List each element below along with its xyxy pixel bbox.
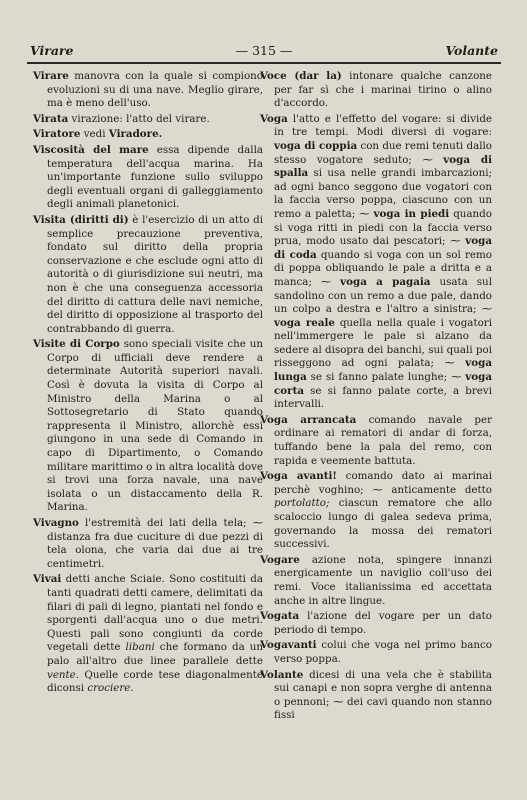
entry-headword: Visita (diritti di) (33, 213, 129, 226)
entry-text: con due remi tenuti dallo stesso vogatore seduto; ⁓ (274, 139, 493, 166)
entry-headword: Volante (260, 668, 304, 681)
entry-text: virazione: l'atto del virare. (68, 112, 210, 125)
entry-italic-term: portolatto; (274, 497, 330, 510)
entry-headword: Viratore (33, 128, 81, 141)
entry-text: ciascun rematore che allo scaloccio lungo di galea sedeva prima, governando la mossa dei rematori successivi. (274, 497, 492, 551)
dictionary-entry (33, 573, 263, 695)
entry-headword: Virare (33, 70, 69, 82)
entry-headword: Voga avanti! (260, 470, 337, 483)
entry-text: azione nota, spingere innanzi energicamente un naviglio coll'uso dei remi. Voce italianissima ed accettata anche in altre lingue. (274, 553, 492, 607)
entry-text: è l'esercizio di un atto di semplice precauzione preventiva, fondato sul diritto della propria conservazione e che esclude ogni atto di autorità o di giurisdizione sui neutri, ma non è che una conseguenza accessoria del diritto di cattura delle navi nemiche, del diritto di opposizione al trasporto del contrabbando di guerra. (47, 213, 263, 335)
entry-italic-term: libani (125, 641, 155, 654)
dictionary-entry (33, 113, 263, 127)
entry-subterm: voga corta (274, 371, 492, 397)
entry-subterm: voga di coppia (274, 139, 358, 152)
dictionary-entry (260, 113, 492, 412)
entry-headword: Vivai (33, 573, 62, 586)
dictionary-entry (33, 214, 263, 336)
dictionary-entry (33, 128, 263, 142)
entry-headword: Visite di Corpo (33, 338, 120, 351)
entry-text: detti anche Sciaie. Sono costituiti da tanti quadrati detti camere, delimitati da filari di pali di legno, piantati nel fondo e sporgenti dall'acqua uno o due metri. Questi pali sono congiunti da corde vegetali dette (47, 573, 263, 654)
left-column (33, 70, 263, 698)
entry-text: quando si voga con un sol remo di poppa obliquando le pale a dritta e a manca; ⁓ (274, 248, 492, 288)
entry-headword: Viscosità del mare (33, 143, 149, 156)
header-left-guideword: Virare (30, 43, 74, 58)
entry-subterm: voga di coda (274, 235, 492, 261)
entry-italic-term: vente. (47, 668, 80, 681)
dictionary-entry (33, 144, 263, 212)
entry-headword: Vogata (260, 610, 300, 623)
entry-text: manovra con la quale si compiono evoluzioni su di una nave. Meglio girare, ma è meno dell'uso. (47, 70, 263, 110)
entry-text: l'estremità dei lati della tela; ⁓ distanza fra due cuciture di due pezzi di tela olona, che varia dai due ai tre centimetri. (47, 517, 263, 570)
dictionary-entry (33, 517, 263, 571)
page-number: — 315 — (235, 43, 293, 58)
entry-text: si usa nelle grandi imbarcazioni; ad ogni banco seggono due vogatori con la faccia verso poppa, ciascuno con un remo a paletta; ⁓ (274, 167, 492, 220)
entry-text: che formano da un palo all'altro due linee parallele dette (47, 641, 263, 667)
entry-text: sono speciali visite che un Corpo di ufficiali deve rendere a determinate Autorità superiori navali. Così è dovuta la visita di Corpo al Ministro della Marina o al Sottosegretario di Stato quando rappresenta il Ministro, allorchè essi giungono in una sede di Comando in capo di Dipartimento, o Comando militare marittimo o in altra località dove si trovi una forza navale, una nave isolata o un distaccamento della R. Marina. (47, 338, 264, 514)
dictionary-entry (33, 70, 263, 111)
dictionary-entry (33, 338, 263, 515)
entry-headword: Voga arrancata (260, 413, 357, 426)
entry-italic-term: crociere. (87, 682, 134, 695)
entry-subterm: voga in piedi (373, 207, 450, 220)
right-column (260, 70, 492, 725)
entry-subterm: voga di spalla (274, 153, 492, 180)
entry-text: quella nella quale i vogatori nell'immergere le pale si alzano da sedere al disopra dei banchi, sui quali poi risseggono ad ogni palata; ⁓ (274, 316, 492, 370)
entry-headword: Vogare (260, 553, 300, 566)
entry-text: quando si voga ritti in piedi con la faccia verso prua, modo usato dai pescatori; ⁓ (274, 207, 492, 248)
dictionary-entry (260, 669, 492, 723)
entry-subterm: voga a pagaia (340, 275, 431, 288)
entry-text: comando navale per ordinare ai rematori di andar di forza, tuffando bene la pala del remo, con rapida e veemente battuta. (274, 413, 492, 467)
entry-text: comando dato ai marinai perchè voghino; ⁓ anticamente detto (274, 470, 492, 496)
entry-headword: Vivagno (33, 517, 79, 529)
entry-headword: Voga (260, 112, 288, 125)
entry-subterm: Viradore. (108, 128, 163, 141)
entry-text: Quelle corde tese diagonalmente diconsi (47, 668, 263, 695)
entry-headword: Virata (33, 112, 69, 125)
entry-text: se si fanno palate corte, a brevi intervalli. (274, 384, 492, 411)
entry-subterm: voga reale (274, 316, 335, 329)
entry-text: colui che voga nel primo banco verso poppa. (274, 639, 492, 665)
entry-text: dicesi di una vela che è stabilita sui canapi e non sopra verghe di antenna o pennoni; ⁓ dei cavi quando non stanno fissi (274, 668, 492, 722)
entry-text: se si fanno palate lunghe; ⁓ (306, 371, 466, 384)
dictionary-entry (260, 610, 492, 637)
dictionary-entry (260, 70, 492, 111)
entry-text: intonare qualche canzone per far sì che i marinai tirino o alino d'accordo. (274, 70, 493, 110)
running-header (30, 43, 498, 61)
header-right-guideword: Volante (445, 43, 498, 58)
entry-text: essa dipende dalla temperatura dell'acqua marina. Ha un'importante funzione sullo sviluppo degli eventuali organi di galleggiamento degli animali planetonici. (47, 143, 263, 211)
dictionary-entry (260, 470, 492, 552)
entry-text: l'atto e l'effetto del vogare: si divide in tre tempi. Modi diversi di vogare: (274, 112, 492, 139)
dictionary-entry (260, 414, 492, 468)
entry-text: usata sul sandolino con un remo a due pale, dando un colpo a destra e l'altro a sinistra; ⁓ (274, 275, 492, 316)
entry-text: vedi (80, 128, 109, 141)
entry-text: l'azione del vogare per un dato periodo di tempo. (274, 610, 492, 636)
entry-headword: Vogavanti (260, 639, 317, 652)
dictionary-entry (260, 639, 492, 666)
dictionary-entry (260, 554, 492, 608)
entry-subterm: voga lunga (274, 357, 492, 384)
entry-headword: Voce (dar la) (260, 70, 342, 82)
header-rule (27, 62, 501, 64)
